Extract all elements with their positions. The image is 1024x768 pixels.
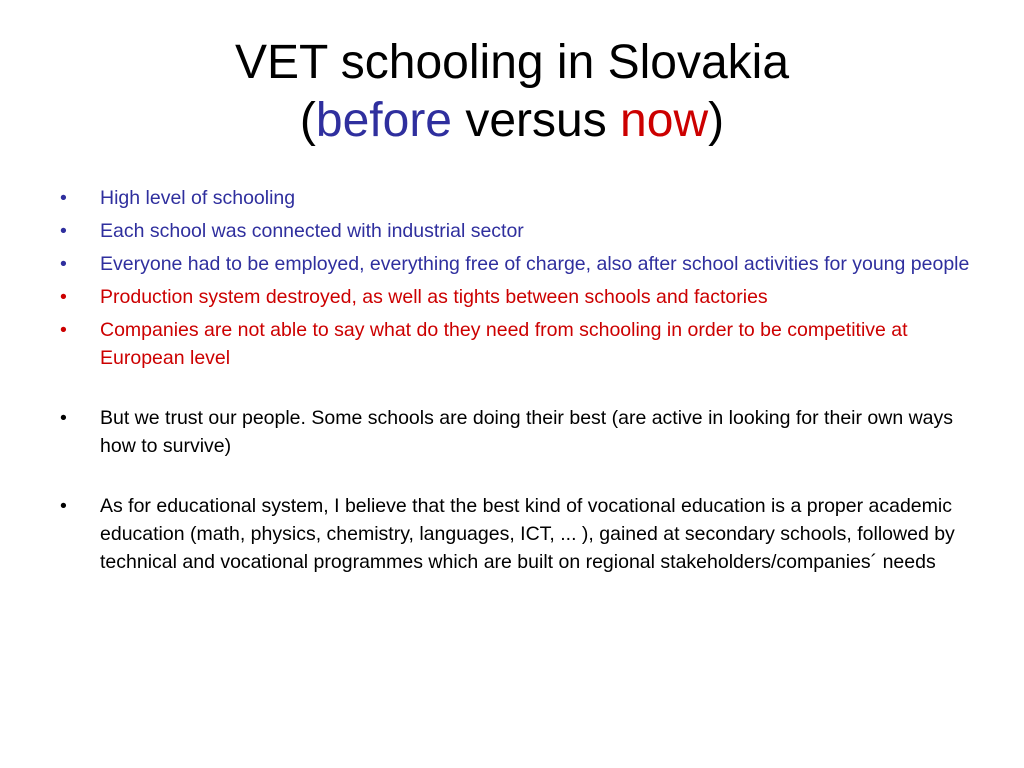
bullet-item: [58, 283, 978, 311]
bullet-dot-icon: •: [60, 220, 67, 242]
bullet-item: [58, 217, 978, 245]
bullet-item: [58, 316, 978, 372]
bullet-dot-icon: •: [60, 495, 67, 517]
bullet-text: Companies are not able to say what do they need from schooling in order to be competitive at European level: [100, 319, 908, 369]
title-before-word: before: [315, 94, 452, 147]
bullet-dot-icon: •: [60, 319, 67, 341]
title-open-paren: (: [299, 94, 316, 147]
title-versus-word: versus: [452, 94, 621, 147]
bullet-text: High level of schooling: [100, 187, 296, 209]
bullet-text: As for educational system, I believe that the best kind of vocational education is a proper academic education (math, physics, chemistry, languages, ICT, ... ), gained at secondary schools, followed by technical and vocational programmes which are built on regional stakeholders/companies´ needs: [100, 495, 955, 573]
title-close-paren: ): [708, 94, 725, 147]
slide-title: [0, 34, 1024, 150]
bullet-text: Each school was connected with industrial sector: [100, 220, 524, 242]
bullet-dot-icon: •: [60, 286, 67, 308]
title-line-2: [0, 92, 1024, 150]
bullet-dot-icon: •: [60, 187, 67, 209]
bullet-dot-icon: •: [60, 407, 67, 429]
bullet-dot-icon: •: [60, 253, 67, 275]
title-line-1: VET schooling in Slovakia: [234, 36, 790, 89]
bullet-text: Production system destroyed, as well as tights between schools and factories: [100, 286, 768, 308]
bullet-item: [58, 404, 978, 460]
bullet-item: [58, 492, 978, 576]
bullet-text: Everyone had to be employed, everything free of charge, also after school activities for young people: [100, 253, 970, 275]
bullet-item: [58, 250, 978, 278]
title-now-word: now: [620, 94, 709, 147]
bullet-list: [58, 184, 978, 576]
bullet-item: [58, 184, 978, 212]
bullet-text: But we trust our people. Some schools are doing their best (are active in looking for their own ways how to survive): [100, 407, 954, 457]
